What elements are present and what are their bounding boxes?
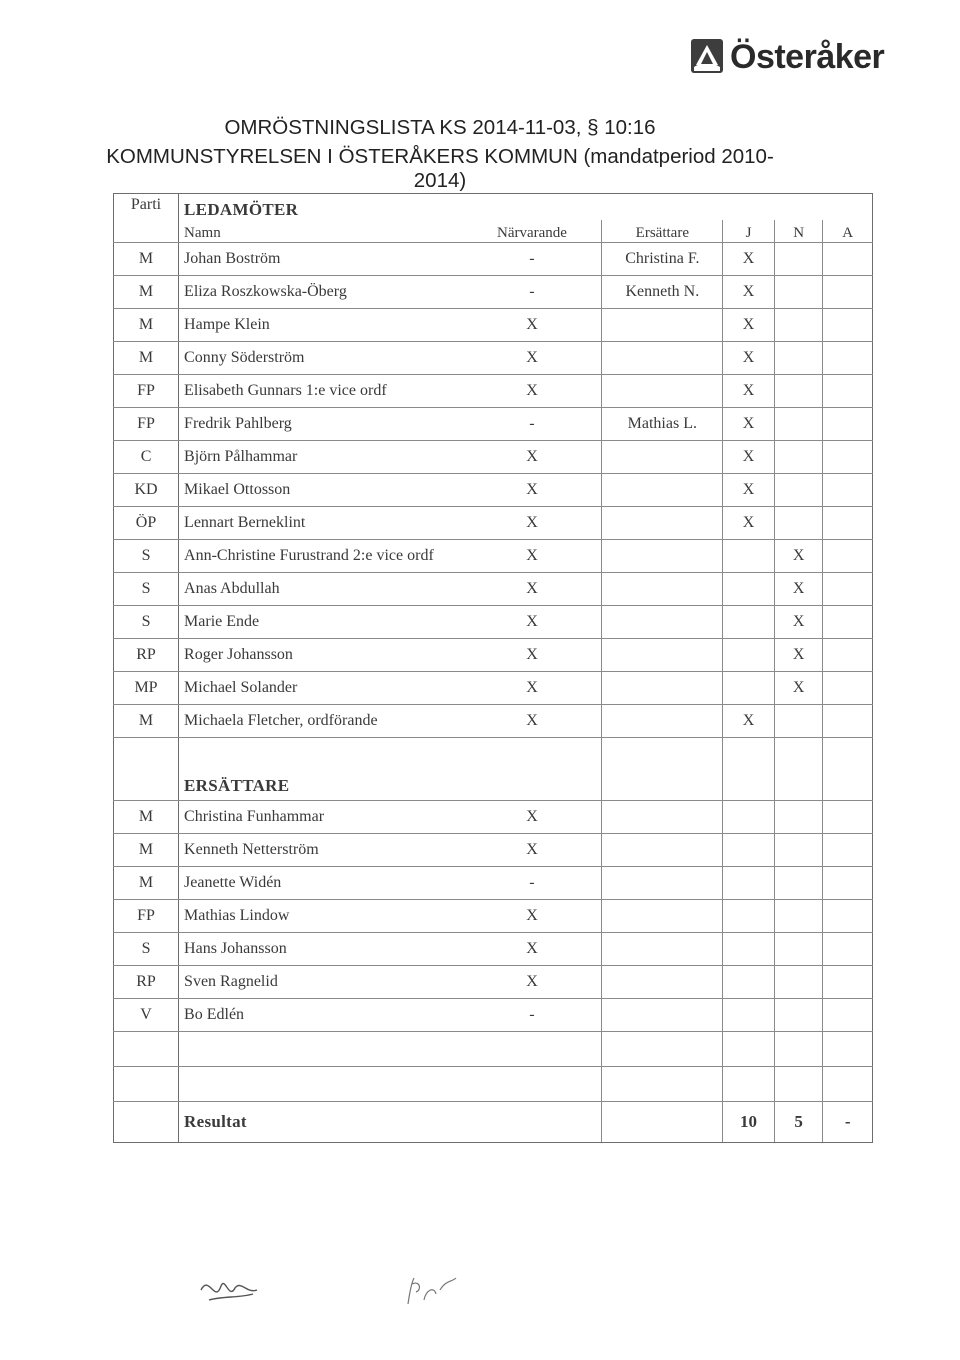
empty-cell bbox=[823, 1067, 873, 1102]
empty-cell bbox=[774, 834, 823, 867]
party-cell: KD bbox=[114, 474, 179, 507]
empty-cell bbox=[723, 867, 775, 900]
present-cell: X bbox=[463, 705, 602, 738]
vote-yes-cell bbox=[723, 639, 775, 672]
substitute-cell bbox=[602, 474, 723, 507]
substitute-cell bbox=[602, 507, 723, 540]
empty-cell bbox=[723, 1032, 775, 1067]
empty-cell bbox=[823, 900, 873, 933]
party-cell: M bbox=[114, 309, 179, 342]
municipal-shield-icon bbox=[690, 37, 724, 77]
empty-cell bbox=[723, 900, 775, 933]
col-header-present: Närvarande bbox=[463, 220, 602, 243]
vote-abstain-cell bbox=[823, 276, 873, 309]
present-cell: X bbox=[463, 639, 602, 672]
party-cell: FP bbox=[114, 408, 179, 441]
present-cell: X bbox=[463, 900, 602, 933]
empty-cell bbox=[723, 966, 775, 999]
vote-yes-cell: X bbox=[723, 243, 775, 276]
substitute-name: Hans Johansson bbox=[179, 933, 463, 966]
empty-cell bbox=[114, 1067, 179, 1102]
vote-yes-cell: X bbox=[723, 375, 775, 408]
empty-cell bbox=[823, 738, 873, 801]
party-cell: M bbox=[114, 276, 179, 309]
substitute-cell bbox=[602, 606, 723, 639]
member-row bbox=[114, 507, 873, 540]
empty-cell bbox=[114, 738, 179, 801]
present-cell: - bbox=[463, 867, 602, 900]
vote-abstain-cell bbox=[823, 408, 873, 441]
empty-cell bbox=[179, 1032, 463, 1067]
empty-cell bbox=[602, 1032, 723, 1067]
present-cell: X bbox=[463, 801, 602, 834]
substitute-cell bbox=[602, 639, 723, 672]
col-header-substitute: Ersättare bbox=[602, 220, 723, 243]
empty-cell bbox=[602, 1102, 723, 1143]
empty-cell bbox=[723, 801, 775, 834]
party-cell: M bbox=[114, 342, 179, 375]
empty-cell bbox=[602, 834, 723, 867]
substitutes-section-row bbox=[114, 738, 873, 801]
empty-cell bbox=[774, 867, 823, 900]
member-row bbox=[114, 408, 873, 441]
result-no: 5 bbox=[774, 1102, 823, 1143]
vote-yes-cell: X bbox=[723, 474, 775, 507]
member-row bbox=[114, 705, 873, 738]
member-name: Ann-Christine Furustrand 2:e vice ordf bbox=[179, 540, 463, 573]
vote-yes-cell: X bbox=[723, 309, 775, 342]
member-row bbox=[114, 375, 873, 408]
member-name: Lennart Berneklint bbox=[179, 507, 463, 540]
present-cell: X bbox=[463, 606, 602, 639]
present-cell: X bbox=[463, 540, 602, 573]
present-cell: X bbox=[463, 573, 602, 606]
substitute-row bbox=[114, 966, 873, 999]
party-cell: RP bbox=[114, 639, 179, 672]
empty-cell bbox=[723, 738, 775, 801]
member-name: Anas Abdullah bbox=[179, 573, 463, 606]
col-header-no: N bbox=[774, 220, 823, 243]
vote-abstain-cell bbox=[823, 573, 873, 606]
empty-cell bbox=[774, 1067, 823, 1102]
empty-cell bbox=[114, 1102, 179, 1143]
empty-cell bbox=[774, 738, 823, 801]
member-name: Michaela Fletcher, ordförande bbox=[179, 705, 463, 738]
empty-cell bbox=[723, 933, 775, 966]
party-cell: RP bbox=[114, 966, 179, 999]
empty-cell bbox=[774, 801, 823, 834]
member-row bbox=[114, 276, 873, 309]
empty-cell bbox=[823, 801, 873, 834]
member-name: Eliza Roszkowska-Öberg bbox=[179, 276, 463, 309]
vote-no-cell: X bbox=[774, 573, 823, 606]
member-row bbox=[114, 441, 873, 474]
vote-abstain-cell bbox=[823, 243, 873, 276]
substitute-row bbox=[114, 801, 873, 834]
member-name: Hampe Klein bbox=[179, 309, 463, 342]
empty-cell bbox=[602, 900, 723, 933]
result-abstain: - bbox=[823, 1102, 873, 1143]
logo bbox=[690, 34, 884, 80]
substitute-name: Sven Ragnelid bbox=[179, 966, 463, 999]
vote-no-cell bbox=[774, 408, 823, 441]
vote-no-cell bbox=[774, 441, 823, 474]
member-name: Roger Johansson bbox=[179, 639, 463, 672]
substitute-cell bbox=[602, 573, 723, 606]
empty-cell bbox=[723, 834, 775, 867]
member-row bbox=[114, 474, 873, 507]
vote-abstain-cell bbox=[823, 474, 873, 507]
vote-no-cell bbox=[774, 474, 823, 507]
substitute-cell bbox=[602, 441, 723, 474]
party-cell: V bbox=[114, 999, 179, 1032]
substitute-row bbox=[114, 933, 873, 966]
party-cell: M bbox=[114, 801, 179, 834]
vote-abstain-cell bbox=[823, 639, 873, 672]
empty-cell bbox=[114, 1032, 179, 1067]
vote-abstain-cell bbox=[823, 375, 873, 408]
vote-abstain-cell bbox=[823, 705, 873, 738]
vote-no-cell bbox=[774, 507, 823, 540]
header-row bbox=[114, 194, 873, 221]
col-header-name: Namn bbox=[179, 220, 463, 243]
empty-row bbox=[114, 1032, 873, 1067]
member-row bbox=[114, 606, 873, 639]
substitute-row bbox=[114, 867, 873, 900]
col-header-parti: Parti bbox=[114, 194, 179, 221]
vote-no-cell: X bbox=[774, 672, 823, 705]
empty-cell bbox=[463, 1102, 602, 1143]
vote-no-cell bbox=[774, 276, 823, 309]
signature-initials-2 bbox=[400, 1270, 470, 1314]
empty-cell bbox=[723, 999, 775, 1032]
substitute-cell bbox=[602, 705, 723, 738]
party-cell: S bbox=[114, 573, 179, 606]
empty-cell bbox=[463, 738, 602, 801]
vote-yes-cell bbox=[723, 540, 775, 573]
substitute-row bbox=[114, 834, 873, 867]
empty-cell bbox=[774, 933, 823, 966]
party-cell: S bbox=[114, 933, 179, 966]
present-cell: X bbox=[463, 834, 602, 867]
empty-cell bbox=[602, 867, 723, 900]
vote-abstain-cell bbox=[823, 342, 873, 375]
present-cell: X bbox=[463, 342, 602, 375]
empty-row bbox=[114, 1067, 873, 1102]
vote-abstain-cell bbox=[823, 507, 873, 540]
vote-abstain-cell bbox=[823, 672, 873, 705]
empty-cell bbox=[774, 1032, 823, 1067]
vote-no-cell bbox=[774, 705, 823, 738]
substitute-name: Mathias Lindow bbox=[179, 900, 463, 933]
section-title-members: LEDAMÖTER bbox=[179, 194, 463, 221]
document-title: OMRÖSTNINGSLISTA KS 2014-11-03, § 10:16 bbox=[224, 116, 656, 139]
member-row bbox=[114, 540, 873, 573]
signature-initials-1 bbox=[195, 1270, 265, 1314]
member-row bbox=[114, 672, 873, 705]
vote-yes-cell: X bbox=[723, 408, 775, 441]
document-subtitle: KOMMUNSTYRELSEN I ÖSTERÅKERS KOMMUN (mandatperiod 2010-2014) bbox=[106, 145, 774, 192]
vote-abstain-cell bbox=[823, 540, 873, 573]
member-name: Björn Pålhammar bbox=[179, 441, 463, 474]
party-cell: ÖP bbox=[114, 507, 179, 540]
empty-cell bbox=[463, 1067, 602, 1102]
logo-text: Österåker bbox=[730, 37, 885, 76]
vote-no-cell bbox=[774, 342, 823, 375]
empty-cell bbox=[463, 1032, 602, 1067]
party-cell: S bbox=[114, 540, 179, 573]
vote-no-cell bbox=[774, 243, 823, 276]
empty-cell bbox=[823, 933, 873, 966]
member-name: Johan Boström bbox=[179, 243, 463, 276]
party-cell: FP bbox=[114, 900, 179, 933]
substitute-cell bbox=[602, 342, 723, 375]
present-cell: X bbox=[463, 309, 602, 342]
substitute-row bbox=[114, 900, 873, 933]
empty-cell bbox=[723, 1067, 775, 1102]
substitute-name: Jeanette Widén bbox=[179, 867, 463, 900]
vote-no-cell bbox=[774, 309, 823, 342]
vote-no-cell: X bbox=[774, 606, 823, 639]
substitute-cell bbox=[602, 309, 723, 342]
party-cell: M bbox=[114, 867, 179, 900]
present-cell: - bbox=[463, 408, 602, 441]
empty-cell bbox=[602, 1067, 723, 1102]
empty-cell bbox=[774, 966, 823, 999]
substitute-row bbox=[114, 999, 873, 1032]
vote-no-cell bbox=[774, 375, 823, 408]
member-row bbox=[114, 639, 873, 672]
vote-abstain-cell bbox=[823, 441, 873, 474]
present-cell: X bbox=[463, 507, 602, 540]
result-row bbox=[114, 1102, 873, 1143]
empty-cell bbox=[774, 999, 823, 1032]
column-header-row bbox=[114, 220, 873, 243]
vote-yes-cell bbox=[723, 672, 775, 705]
party-cell: M bbox=[114, 834, 179, 867]
empty-cell bbox=[602, 933, 723, 966]
member-row bbox=[114, 309, 873, 342]
member-row bbox=[114, 342, 873, 375]
present-cell: X bbox=[463, 933, 602, 966]
member-name: Fredrik Pahlberg bbox=[179, 408, 463, 441]
member-name: Michael Solander bbox=[179, 672, 463, 705]
present-cell: - bbox=[463, 999, 602, 1032]
empty-cell bbox=[179, 1067, 463, 1102]
substitute-cell bbox=[602, 375, 723, 408]
vote-no-cell: X bbox=[774, 540, 823, 573]
vote-yes-cell: X bbox=[723, 276, 775, 309]
vote-yes-cell: X bbox=[723, 507, 775, 540]
result-yes: 10 bbox=[723, 1102, 775, 1143]
substitute-cell: Mathias L. bbox=[602, 408, 723, 441]
member-name: Elisabeth Gunnars 1:e vice ordf bbox=[179, 375, 463, 408]
result-label: Resultat bbox=[179, 1102, 463, 1143]
present-cell: X bbox=[463, 474, 602, 507]
empty-cell bbox=[602, 801, 723, 834]
vote-yes-cell: X bbox=[723, 441, 775, 474]
party-cell: M bbox=[114, 705, 179, 738]
substitute-name: Kenneth Netterström bbox=[179, 834, 463, 867]
substitute-cell bbox=[602, 540, 723, 573]
party-cell: FP bbox=[114, 375, 179, 408]
empty-cell bbox=[602, 966, 723, 999]
member-name: Marie Ende bbox=[179, 606, 463, 639]
party-cell: M bbox=[114, 243, 179, 276]
substitute-name: Christina Funhammar bbox=[179, 801, 463, 834]
empty-cell bbox=[823, 1032, 873, 1067]
empty-cell bbox=[823, 999, 873, 1032]
empty-cell bbox=[823, 834, 873, 867]
present-cell: - bbox=[463, 276, 602, 309]
empty-cell bbox=[823, 867, 873, 900]
member-row bbox=[114, 573, 873, 606]
section-title-substitutes: ERSÄTTARE bbox=[179, 738, 463, 801]
member-name: Mikael Ottosson bbox=[179, 474, 463, 507]
vote-abstain-cell bbox=[823, 606, 873, 639]
empty-cell bbox=[774, 900, 823, 933]
party-cell: C bbox=[114, 441, 179, 474]
empty-cell bbox=[602, 738, 723, 801]
party-cell: S bbox=[114, 606, 179, 639]
vote-yes-cell: X bbox=[723, 705, 775, 738]
member-name: Conny Söderström bbox=[179, 342, 463, 375]
party-cell: MP bbox=[114, 672, 179, 705]
substitute-cell bbox=[602, 672, 723, 705]
present-cell: X bbox=[463, 672, 602, 705]
empty-cell bbox=[602, 999, 723, 1032]
empty-cell bbox=[823, 966, 873, 999]
vote-yes-cell bbox=[723, 573, 775, 606]
vote-yes-cell bbox=[723, 606, 775, 639]
present-cell: X bbox=[463, 966, 602, 999]
substitute-cell: Christina F. bbox=[602, 243, 723, 276]
substitute-name: Bo Edlén bbox=[179, 999, 463, 1032]
present-cell: - bbox=[463, 243, 602, 276]
member-row bbox=[114, 243, 873, 276]
vote-table bbox=[113, 193, 873, 1143]
col-header-yes: J bbox=[723, 220, 775, 243]
vote-no-cell: X bbox=[774, 639, 823, 672]
vote-abstain-cell bbox=[823, 309, 873, 342]
col-header-abstain: A bbox=[823, 220, 873, 243]
substitute-cell: Kenneth N. bbox=[602, 276, 723, 309]
present-cell: X bbox=[463, 441, 602, 474]
vote-yes-cell: X bbox=[723, 342, 775, 375]
present-cell: X bbox=[463, 375, 602, 408]
